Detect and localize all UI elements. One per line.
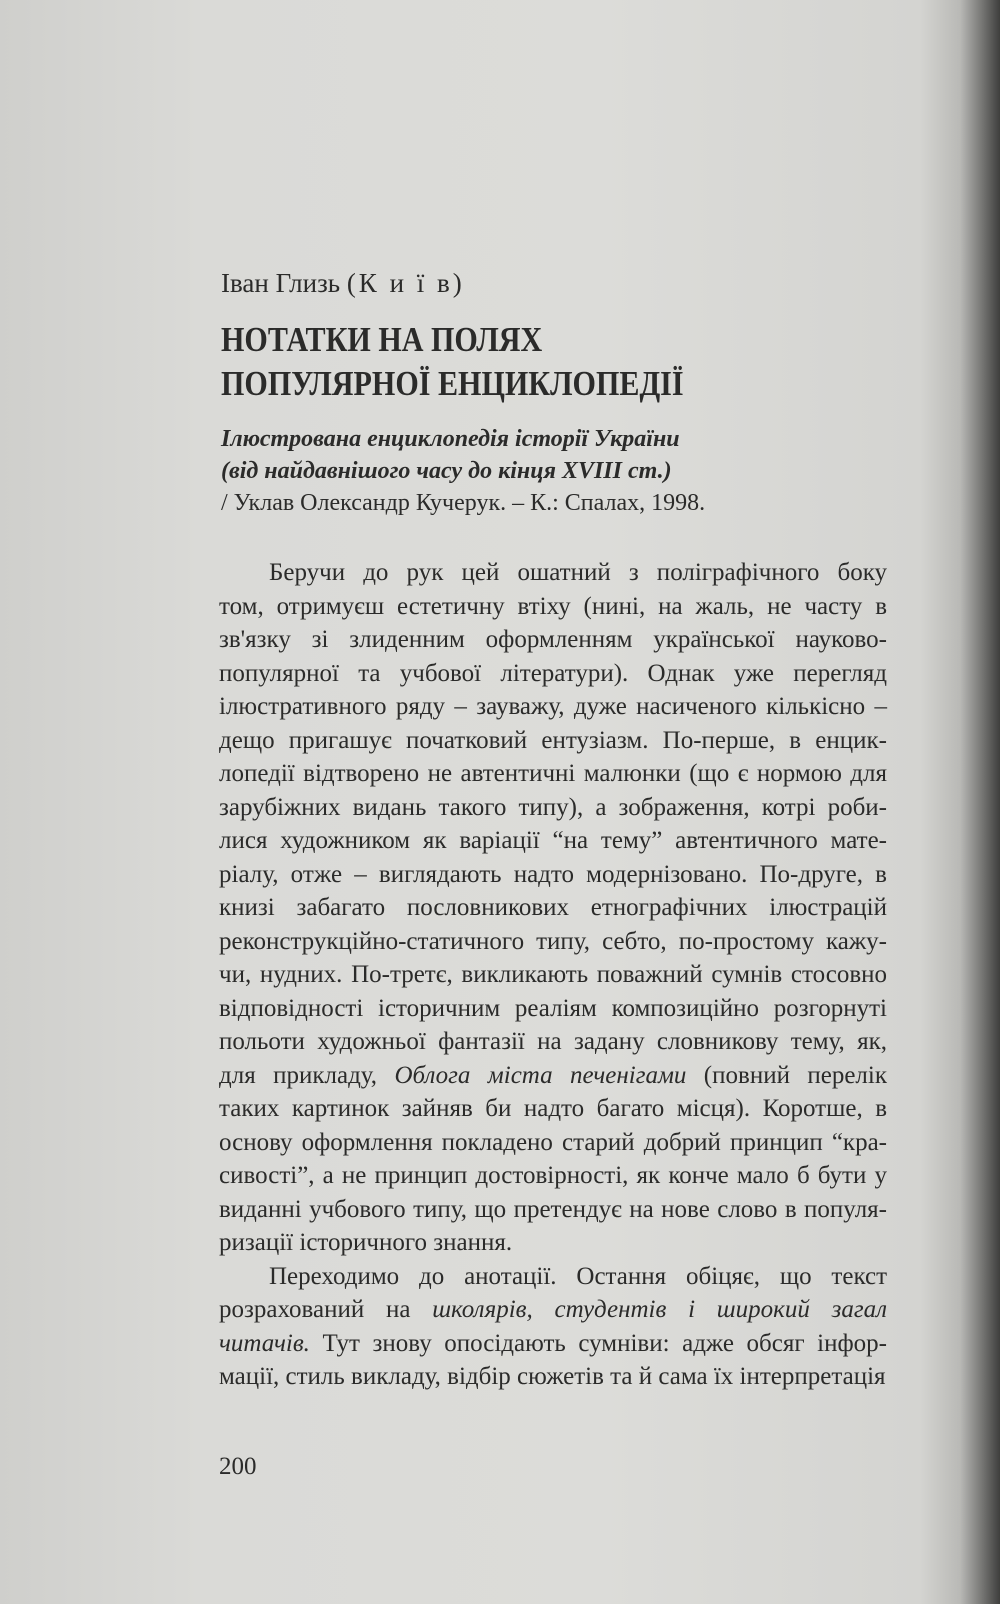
body-line	[219, 1059, 887, 1093]
title-line: ПОПУЛЯРНОЇ ЕНЦИКЛОПЕДІЇ	[221, 364, 684, 403]
book-title: Ілюстрована енциклопедія історії України	[221, 426, 680, 452]
author-city: (К и ї в)	[346, 268, 465, 298]
body-line-text: для прикладу,	[219, 1061, 395, 1089]
body-line	[219, 1327, 887, 1361]
body-line	[219, 1293, 887, 1327]
body-line: мації, стиль викладу, відбір сюжетів та й сама їх інтерпретація	[219, 1363, 886, 1390]
title-line: НОТАТКИ НА ПОЛЯХ	[221, 320, 543, 359]
body-line: чи, нудних. По-третє, викликають поважний сумнів стосовно	[219, 961, 887, 988]
book-reference	[221, 423, 705, 519]
italic-audience: читачів.	[219, 1329, 310, 1357]
body-line: польоти художньої фантазії на задану словникову тему, як,	[219, 1028, 887, 1055]
publication-info: / Уклав Олександр Кучерук. – К.: Спалах, 1998.	[221, 490, 706, 516]
body-line: лися художником як варіації “на тему” автентичного мате-	[219, 827, 887, 854]
body-line: дещо пригашує початковий ентузіазм. По-перше, в енцик-	[219, 726, 887, 754]
body-line: сивості”, а не принцип достовірності, як конче мало б бути у	[219, 1162, 887, 1189]
body-line: Беручи до рук цей ошатний з поліграфічного боку	[269, 559, 887, 586]
body-line: виданні учбового типу, що претендує на нове слово в популя-	[219, 1195, 887, 1223]
body-line: популярної та учбової літератури). Однак уже перегляд	[219, 659, 887, 687]
author-name: Іван Глизь	[221, 268, 341, 298]
page-number: 200	[219, 1453, 257, 1480]
body-line: основу оформлення покладено старий добрий принцип “кра-	[219, 1128, 887, 1156]
body-line: таких картинок зайняв би надто багато місця). Коротше, в	[219, 1095, 887, 1122]
italic-audience: школярів, студентів і широкий загал	[432, 1296, 887, 1323]
body-line: зарубіжних видань такого типу), а зображення, котрі роби-	[219, 793, 887, 821]
body-line: том, отримуєш естетичну втіху (нині, на жаль, не часту в	[219, 592, 887, 620]
body-line: Переходимо до анотації. Остання обіцяє, що текст	[269, 1262, 887, 1290]
body-line-text: (повний перелік	[686, 1061, 887, 1089]
article-author	[221, 268, 465, 299]
article-body	[219, 556, 887, 1394]
body-line-text: Тут знову опосідають сумніви: адже обсяг інфор-	[309, 1329, 887, 1357]
body-line: реконструкційно-статичного типу, себто, по-простому кажу-	[219, 927, 887, 955]
body-line: ризації історичного знання.	[219, 1229, 513, 1256]
body-line: лопедії відтворено не автентичні малюнки (що є нормою для	[219, 760, 887, 787]
body-line-text: розрахований на	[219, 1296, 433, 1323]
body-line: ілюстративного ряду – зауважу, дуже насиченого кількісно –	[219, 693, 887, 720]
article-title	[221, 318, 684, 406]
body-line: книзі забагато пословникових етнографічних ілюстрацій	[219, 894, 887, 921]
italic-book-caption: Облога міста печенігами	[394, 1061, 687, 1089]
body-line: зв'язку зі злиденним оформленням української науково-	[219, 626, 887, 653]
book-subtitle: (від найдавнішого часу до кінця XVIII ст.)	[221, 458, 672, 484]
body-line: ріалу, отже – виглядають надто модернізовано. По-друге, в	[219, 860, 887, 888]
body-line: відповідності історичним реаліям композиційно розгорнуті	[219, 994, 887, 1022]
